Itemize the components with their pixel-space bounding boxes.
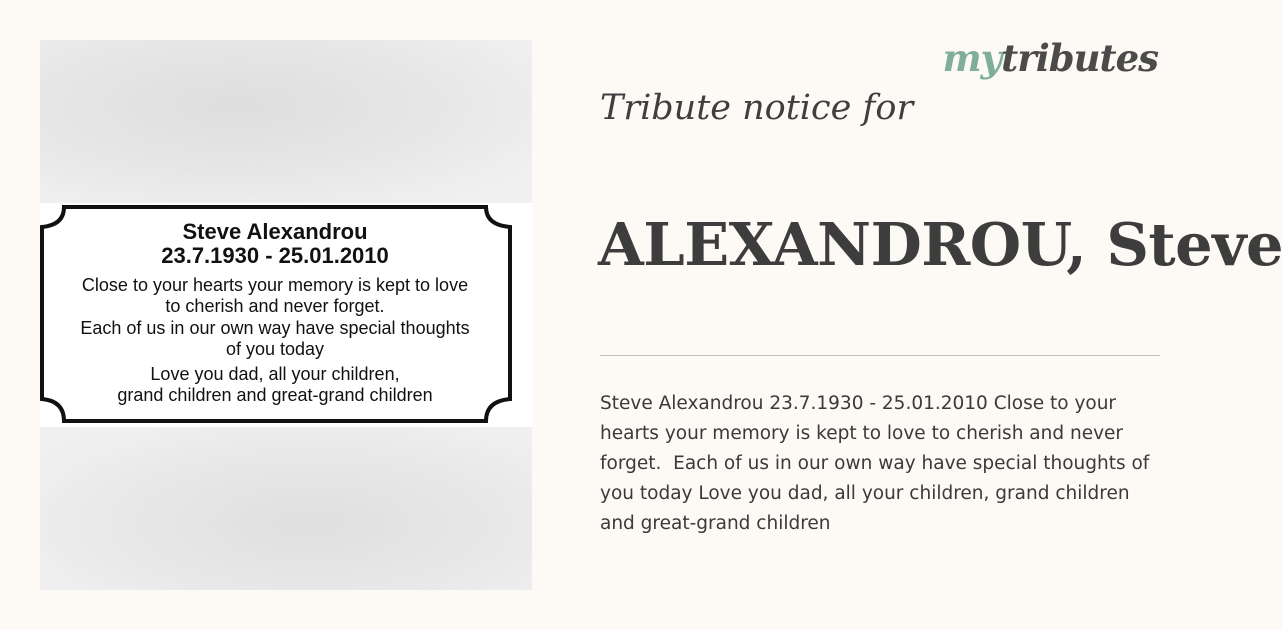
notice-verse-1 (45, 275, 505, 317)
mytributes-logo[interactable] (942, 36, 1158, 80)
notice-line: of you today (225, 339, 325, 359)
logo-my-text: my (942, 36, 1002, 80)
image-blur-top (40, 40, 532, 205)
notice-line: Each of us in our own way have special thoughts (80, 318, 470, 338)
notice-line: to cherish and never forget. (165, 296, 385, 316)
deceased-name-heading: ALEXANDROU, Steve (598, 210, 1283, 279)
notice-verse-3 (45, 364, 505, 406)
notice-deceased-name: Steve Alexandrou (182, 219, 368, 244)
notice-clipping (40, 203, 532, 427)
notice-verse-2 (45, 318, 505, 360)
image-blur-bottom (40, 425, 532, 590)
divider (600, 355, 1160, 356)
notice-line: Close to your hearts your memory is kept to love (81, 275, 469, 295)
tribute-subtitle: Tribute notice for (600, 88, 914, 128)
notice-line: Love you dad, all your children, (150, 364, 400, 384)
logo-tributes-text: tributes (1001, 36, 1158, 80)
notice-image-frame (40, 40, 532, 590)
notice-dates: 23.7.1930 - 25.01.2010 (161, 243, 389, 268)
tribute-description: Steve Alexandrou 23.7.1930 - 25.01.2010 Close to your hearts your memory is kept to love to cherish and never forget. Each of us in our own way have special thoughts of you today Love you dad, all your children, grand children and great-grand children (600, 393, 1156, 534)
notice-line: grand children and great-grand children (117, 385, 433, 405)
